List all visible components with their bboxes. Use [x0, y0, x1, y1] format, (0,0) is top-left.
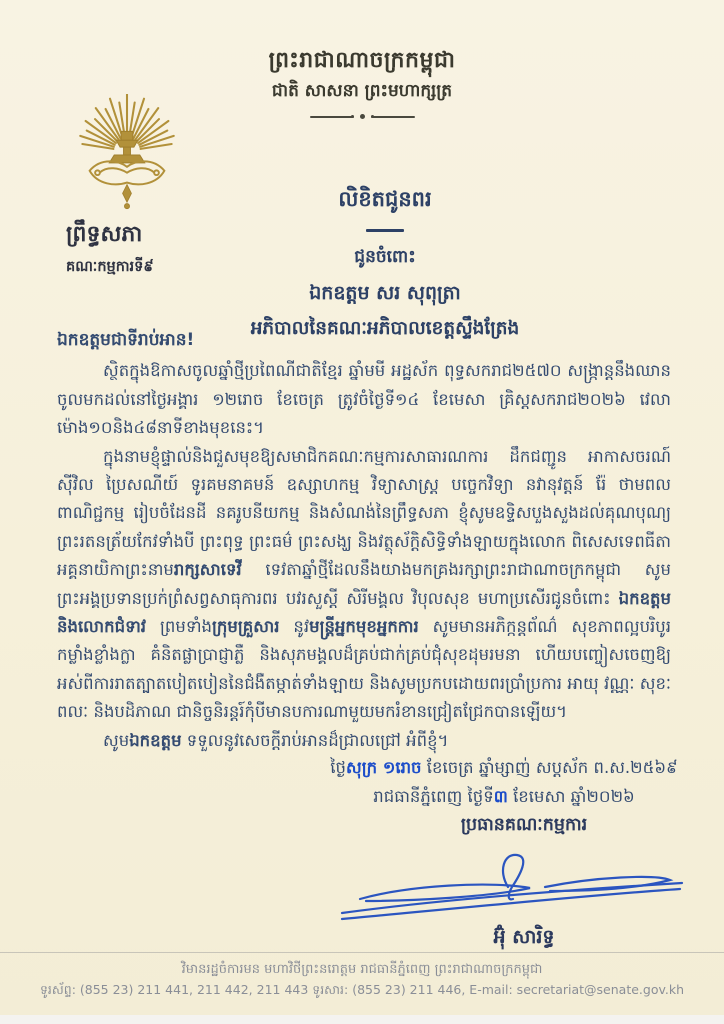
letterhead-footer	[0, 952, 724, 1000]
signer-role: ប្រធានគណៈកម្មការ	[460, 815, 588, 835]
ornament-line-left	[310, 116, 354, 118]
senate-label: ព្រឹទ្ធសភា	[66, 222, 143, 247]
signature-block	[348, 813, 700, 953]
civil-date-line: រាជធានីភ្នំពេញ ថ្ងៃទី៣ ខែមេសា ឆ្នាំ២០២៦	[373, 787, 635, 806]
national-motto: ជាតិ សាសនា ព្រះមហាក្សត្រ	[271, 81, 453, 101]
footer-contacts: ទូរស័ព្ទ: (855 23) 211 441, 211 442, 211 443 ទូរសារ: (855 23) 211 446, E-mail: secretariat@senate.gov.kh	[39, 982, 685, 997]
title-underline	[366, 229, 404, 232]
letter-heading: លិខិតជូនពរ	[338, 187, 432, 211]
footer-address: វិមានរដ្ឋចំការមន មហាវិថីព្រះនរោត្តម រាជធានីភ្នំពេញ ព្រះរាជាណាចក្រកម្ពុជា	[181, 962, 543, 977]
salutation: ឯកឧត្តមជាទីរាប់អាន!	[57, 330, 195, 350]
letter-body	[57, 326, 671, 755]
paragraph-new-year-announcement: ស្ថិតក្នុងឱកាសចូលឆ្នាំថ្មីប្រពៃណីជាតិខ្មែរ ឆ្នាំមមី អដ្ឋស័ក ពុទ្ធសករាជ២៥៧០ សង្ក្រាន្តនឹងឈានចូលមកដល់នៅថ្ងៃអង្គារ ១២រោច ខែចេត្រ ត្រូវចំថ្ងៃទី១៤ ខែមេសា គ្រិស្តសករាជ២០២៦ វេលាម៉ោង១០និង៤៨នាទីខាងមុខនេះ។	[57, 361, 671, 438]
letter-title-block	[46, 186, 724, 344]
closing-line: សូមឯកឧត្តម ទទួលនូវសេចក្ដីរាប់អានដ៏ជ្រាលជ្រៅ អំពីខ្ញុំ។	[103, 730, 449, 750]
addressed-to-label: ជូនចំពោះ	[354, 246, 416, 267]
date-block	[308, 753, 700, 811]
handwritten-signature	[340, 843, 684, 925]
recipient-role: អភិបាលនៃគណៈអភិបាលខេត្តស្ទឹងត្រែង	[250, 317, 520, 339]
signer-name: អ៊ុំ សារិទ្ធ	[493, 926, 555, 948]
lunar-date-line: ថ្ងៃសុក្រ ១រោច ខែចេត្រ ឆ្នាំម្សាញ់ សប្តស័ក ព.ស.២៥៦៩	[330, 758, 678, 777]
kingdom-title: ព្រះរាជាណាចក្រកម្ពុជា	[268, 48, 456, 73]
scan-edge	[0, 1015, 724, 1024]
ornament-dots	[360, 114, 365, 119]
ornament-line-right	[371, 116, 415, 118]
committee-number-label: គណៈកម្មការទី៩	[66, 259, 154, 275]
paragraph-blessings: ក្នុងនាមខ្ញុំផ្ទាល់និងជួសមុខឱ្យសមាជិកគណៈកម្មការសាធារណការ ដឹកជញ្ជូន អាកាសចរណ៍ស៊ីវិល ប្រៃសណីយ៍ ទូរគមនាគមន៍ ឧស្សាហកម្ម វិទ្យាសាស្ត្រ បច្ចេកវិទ្យា នវានុវត្តន៍ រ៉ែ ថាមពល ពាណិជ្ជកម្ម រៀបចំដែនដី នគរូបនីយកម្ម និងសំណង់នៃព្រឹទ្ធសភា ខ្ញុំសូមឧទ្ទិសបួងសួងដល់គុណបុណ្យព្រះរតនត្រ័យកែវទាំងបី ព្រះពុទ្ធ ព្រះធម៌ ព្រះសង្ឃ និងវត្ថុស័ក្តិសិទ្ធិទាំងឡាយក្នុងលោក ពិសេសទេពធីតាអគ្គនាយិកាព្រះនាមរាក្សសាទេវី ទេវតាឆ្នាំថ្មីដែលនឹងយាងមកគ្រងរក្សាព្រះរាជាណាចក្រកម្ពុជា សូមព្រះអង្គប្រទានប្រក់ព្រំសព្វសាធុការពរ បវរសួស្ដី សិរីមង្គល វិបុលសុខ មហាប្រសើរជូនចំពោះ ឯកឧត្តមនិងលោកជំទាវ ព្រមទាំងក្រុមគ្រួសារ នូវមន្ត្រីអ្នកមុខអ្នកការ សូមមានអភិក្កន្តព័ណ៌ សុខភាពល្អបរិបូរ កម្លាំងខ្លាំងក្លា គំនិតផ្លាប្រាជ្ញាភ្លឺ និងសុភមង្គលដ៏គ្រប់ជាក់គ្រប់ជុំសុខដុមរមនា ហើយបញ្ចៀសចេញឱ្យអស់ពីការរាតត្បាតបៀតបៀននៃជំងឺតម្កាត់ទាំងឡាយ និងសូមប្រកបដោយពរប្រាំប្រការ អាយុ វណ្ណៈ សុខៈ ពលៈ និងបដិភាណ ជានិច្ចនិរន្តរ៍កុំបីមានបការណាមួយមករំខានជ្រៀតជ្រែកបានឡើយ។	[57, 446, 671, 722]
recipient-name: ឯកឧត្តម សរ សុពុត្រា	[309, 281, 461, 304]
